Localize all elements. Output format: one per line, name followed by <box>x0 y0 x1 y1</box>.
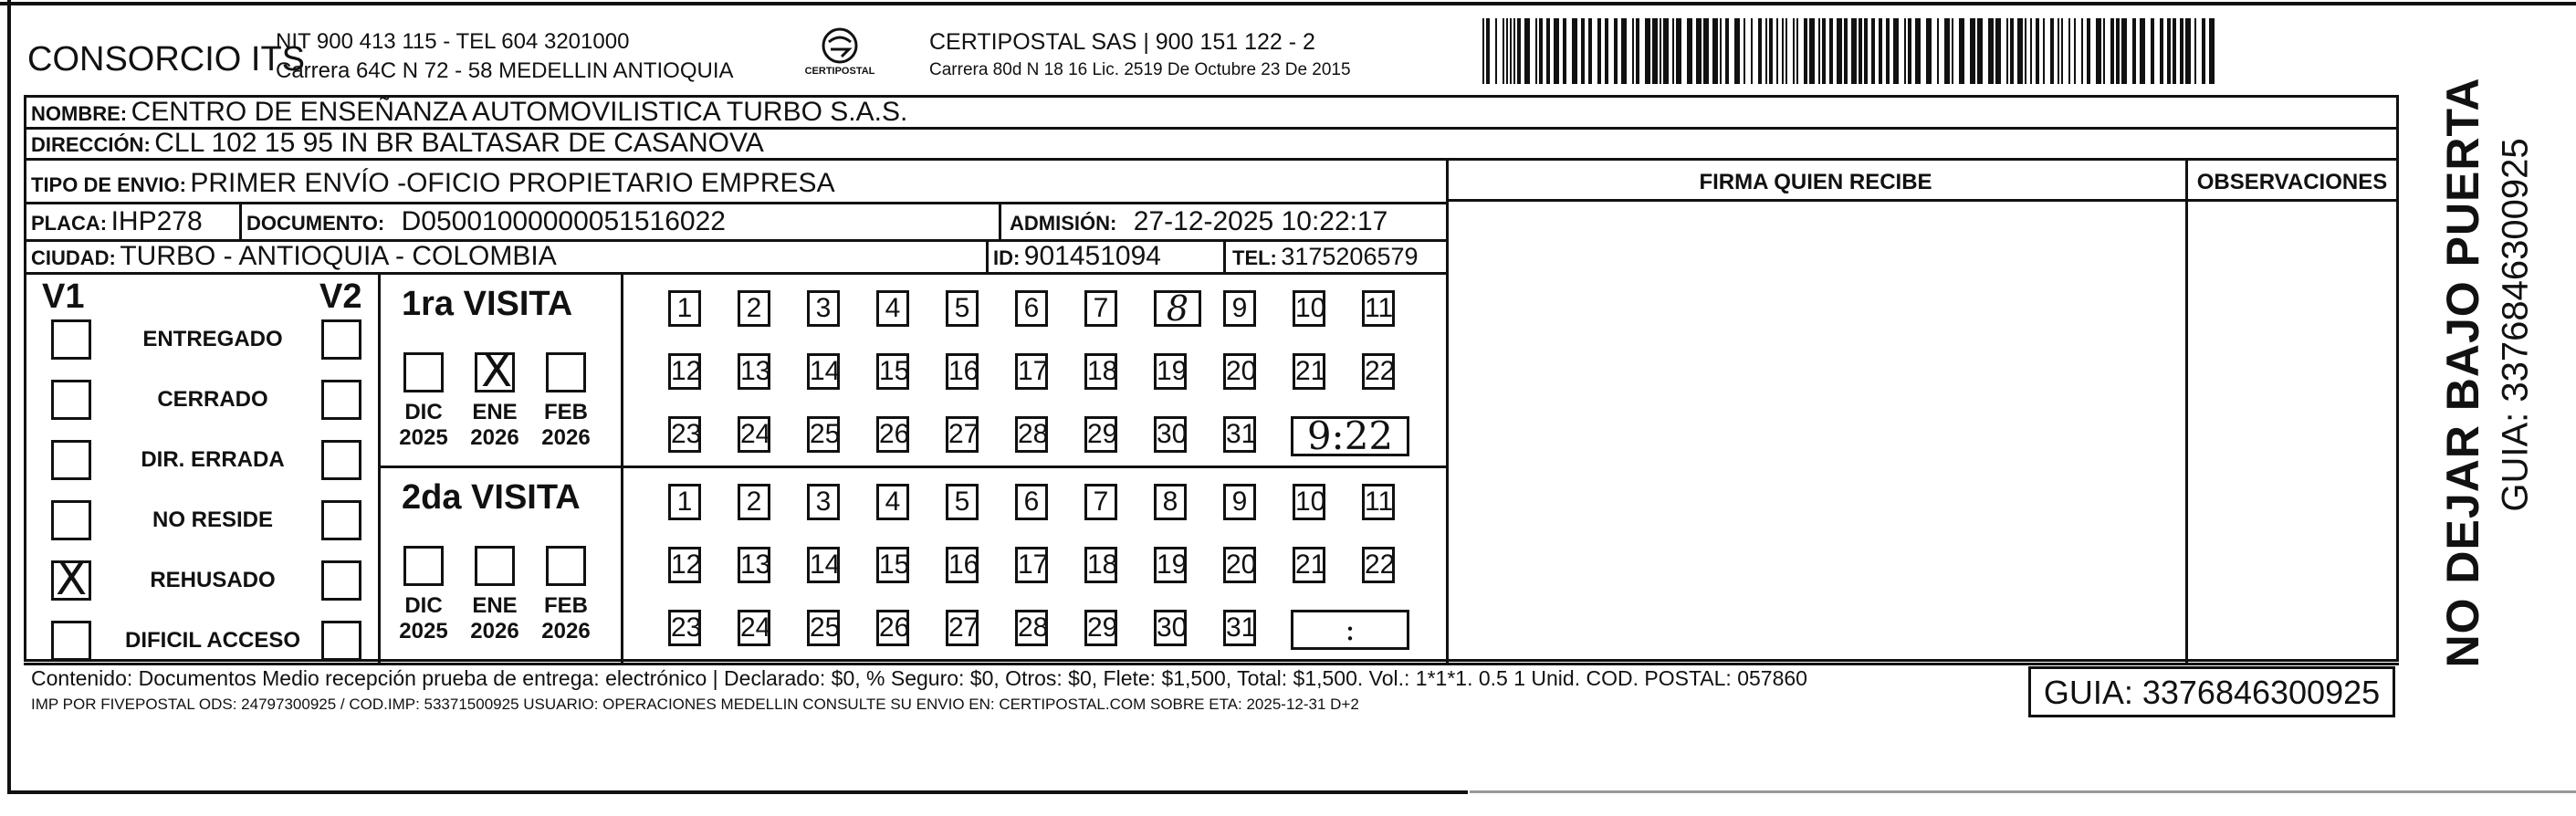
placa-label: PLACA: <box>31 212 108 235</box>
barcode-bar <box>1804 18 1807 84</box>
barcode-bar <box>1663 18 1669 84</box>
day-box[interactable]: 29 <box>1084 610 1117 646</box>
documento-row <box>246 206 726 237</box>
barcode-bar <box>1793 18 1795 84</box>
bottom-border-faint <box>1470 790 2576 793</box>
placa-value: IHP278 <box>110 206 203 236</box>
barcode-bar <box>2058 18 2059 84</box>
status-checkbox-v2[interactable] <box>321 380 361 420</box>
barcode-bar <box>2074 18 2076 84</box>
barcode-bar <box>1904 18 1906 84</box>
barcode-bar <box>1703 18 1709 84</box>
day-box[interactable]: 6 <box>1015 290 1048 327</box>
checkbox-mark: X <box>56 552 88 605</box>
tipo-row <box>31 168 835 199</box>
day-box[interactable]: 24 <box>738 416 770 453</box>
col-line <box>2185 161 2188 663</box>
barcode-bar <box>1510 18 1512 84</box>
row-line <box>24 202 1449 204</box>
day-box[interactable]: 16 <box>946 547 979 583</box>
day-box[interactable]: 15 <box>876 547 909 583</box>
day-box[interactable]: 22 <box>1362 547 1395 583</box>
barcode-bar <box>2087 18 2090 84</box>
day-box[interactable]: 5 <box>946 290 979 327</box>
imp-text: IMP POR FIVEPOSTAL ODS: 24797300925 / COD.IMP: 53371500925 USUARIO: OPERACIONES MEDELLIN CONSULTE SU ENVIO EN: CERTIPOSTAL.COM SOBRE ETA: 2025-12-31 D+2 <box>31 696 1359 713</box>
day-box[interactable]: 21 <box>1293 547 1325 583</box>
tipo-value: PRIMER ENVÍO -OFICIO PROPIETARIO EMPRESA <box>190 168 835 198</box>
certipostal-logo <box>803 26 876 89</box>
month-label <box>537 593 595 644</box>
nit-line: NIT 900 413 115 - TEL 604 3201000 <box>276 29 630 54</box>
tipo-label: TIPO DE ENVIO: <box>31 173 186 196</box>
day-box[interactable]: 19 <box>1154 547 1187 583</box>
day-box[interactable]: 8 <box>1154 484 1187 520</box>
day-box[interactable]: 18 <box>1084 353 1117 390</box>
barcode-bar <box>1769 18 1773 84</box>
day-box[interactable]: 14 <box>807 547 840 583</box>
barcode-bar <box>1988 18 1994 84</box>
barcode-bar <box>2185 18 2191 84</box>
barcode-bar <box>2132 18 2136 84</box>
barcode-bar <box>2110 18 2114 84</box>
day-box[interactable]: 12 <box>668 353 701 390</box>
barcode-bar <box>1765 18 1767 84</box>
side-guia: GUIA: 3376846300925 <box>2495 138 2536 512</box>
barcode-bar <box>1952 18 1953 84</box>
day-box[interactable]: 17 <box>1015 547 1048 583</box>
day-box[interactable]: 23 <box>668 416 701 453</box>
barcode-bar <box>2140 18 2145 84</box>
barcode <box>1482 18 2215 84</box>
barcode-bar <box>2194 18 2196 84</box>
month-label <box>394 593 453 644</box>
barcode-bar <box>2030 18 2032 84</box>
barcode-bar <box>1782 18 1784 84</box>
barcode-bar <box>1926 18 1932 84</box>
status-label: CERRADO <box>157 387 268 412</box>
barcode-bar <box>1672 18 1674 84</box>
barcode-bar <box>2068 18 2070 84</box>
firma-header: FIRMA QUIEN RECIBE <box>1699 170 1932 194</box>
row-line <box>1449 199 2399 202</box>
barcode-bar <box>1844 18 1848 84</box>
month-name: ENE <box>472 593 518 618</box>
month-name: FEB <box>544 593 588 618</box>
barcode-bar <box>1506 18 1508 84</box>
barcode-bar <box>1751 18 1753 84</box>
day-box[interactable]: 28 <box>1015 610 1048 646</box>
row-line <box>24 272 1449 275</box>
barcode-bar <box>2010 18 2014 84</box>
barcode-bar <box>1546 18 1550 84</box>
nombre-value: CENTRO DE ENSEÑANZA AUTOMOVILISTICA TURBO S.A.S. <box>131 97 908 127</box>
day-box[interactable]: 13 <box>738 547 770 583</box>
status-label: REHUSADO <box>150 568 276 592</box>
bottom-border <box>7 790 1468 794</box>
day-box[interactable]: 29 <box>1084 416 1117 453</box>
barcode-bar <box>1535 18 1537 84</box>
barcode-bar <box>1851 18 1857 84</box>
month-year: 2026 <box>541 619 591 643</box>
direccion-row <box>31 128 764 159</box>
barcode-bar <box>1581 18 1585 84</box>
admision-row <box>1010 206 1387 237</box>
day-box[interactable]: 30 <box>1154 416 1187 453</box>
barcode-bar <box>1744 18 1745 84</box>
barcode-bar <box>2160 18 2163 84</box>
visit-title: 2da VISITA <box>402 478 581 517</box>
barcode-bar <box>1734 18 1740 84</box>
barcode-bar <box>2180 18 2183 84</box>
col-line <box>999 202 1001 239</box>
status-checkbox-v2[interactable] <box>321 440 361 480</box>
day-box[interactable]: 6 <box>1015 484 1048 520</box>
barcode-bar <box>1632 18 1634 84</box>
status-label: DIR. ERRADA <box>141 447 285 472</box>
barcode-bar <box>1539 18 1543 84</box>
day-box[interactable]: 22 <box>1362 353 1395 390</box>
barcode-bar <box>1758 18 1762 84</box>
day-box[interactable]: 18 <box>1084 547 1117 583</box>
barcode-bar <box>1588 18 1592 84</box>
day-box[interactable]: 4 <box>876 484 909 520</box>
barcode-bar <box>2017 18 2023 84</box>
v1-header: V1 <box>42 277 85 316</box>
day-box[interactable]: 31 <box>1223 610 1256 646</box>
id-value: 901451094 <box>1023 241 1161 271</box>
barcode-bar <box>1725 18 1729 84</box>
barcode-bar <box>2096 18 2101 84</box>
checkbox-mark: X <box>481 344 513 397</box>
visit-divider <box>378 466 1446 468</box>
month-checkbox[interactable] <box>403 352 444 392</box>
status-label: DIFICIL ACCESO <box>124 628 300 653</box>
day-box[interactable]: 14 <box>807 353 840 390</box>
tel-value: 3175206579 <box>1281 243 1419 270</box>
status-label: NO RESIDE <box>152 507 274 532</box>
col-line <box>1223 239 1226 272</box>
day-box[interactable]: 31 <box>1223 416 1256 453</box>
day-box[interactable]: 2 <box>738 484 770 520</box>
day-box[interactable]: 17 <box>1015 353 1048 390</box>
placa-row <box>31 206 203 237</box>
barcode-bar <box>1818 18 1820 84</box>
admision-value: 27-12-2025 10:22:17 <box>1133 206 1388 236</box>
barcode-bar <box>2006 18 2008 84</box>
barcode-bar <box>1712 18 1718 84</box>
status-checkbox-v1[interactable] <box>51 552 91 605</box>
guia-footer: GUIA: 3376846300925 <box>2043 674 2381 711</box>
logo-text: CERTIPOSTAL <box>804 66 875 77</box>
barcode-bar <box>2173 18 2176 84</box>
day-box[interactable]: 13 <box>738 353 770 390</box>
status-checkbox-v2[interactable] <box>321 319 361 360</box>
company-name: CONSORCIO ITS <box>27 40 306 78</box>
documento-label: DOCUMENTO: <box>246 212 385 235</box>
barcode-bar <box>1959 18 1964 84</box>
barcode-bar <box>1944 18 1950 84</box>
status-checkbox-v1[interactable] <box>51 500 91 540</box>
barcode-bar <box>1829 18 1833 84</box>
status-checkbox-v1[interactable] <box>51 319 91 360</box>
day-box[interactable]: 26 <box>876 416 909 453</box>
month-year: 2026 <box>541 425 591 450</box>
month-label <box>537 400 595 451</box>
barcode-bar <box>1503 18 1504 84</box>
barcode-bar <box>1837 18 1842 84</box>
day-box[interactable]: 1 <box>668 290 701 327</box>
month-year: 2026 <box>470 619 519 643</box>
month-checkbox[interactable] <box>475 546 515 586</box>
day-box[interactable]: 1 <box>668 484 701 520</box>
barcode-bar <box>2036 18 2039 84</box>
day-box[interactable]: 27 <box>946 610 979 646</box>
barcode-bar <box>2121 18 2127 84</box>
day-box[interactable]: 10 <box>1293 290 1325 327</box>
barcode-bar <box>1597 18 1601 84</box>
barcode-bar <box>1871 18 1875 84</box>
barcode-bar <box>1937 18 1939 84</box>
barcode-bar <box>1785 18 1787 84</box>
no-dejar-warning: NO DEJAR BAJO PUERTA <box>2437 77 2488 668</box>
direccion-label: DIRECCIÓN: <box>31 133 151 156</box>
barcode-bar <box>1614 18 1618 84</box>
day-box[interactable]: 10 <box>1293 484 1325 520</box>
barcode-bar <box>1995 18 2001 84</box>
barcode-bar <box>1696 18 1702 84</box>
day-box[interactable]: 8 <box>1154 290 1201 327</box>
day-box[interactable]: 19 <box>1154 353 1187 390</box>
barcode-bar <box>2202 18 2205 84</box>
col-line <box>239 202 242 239</box>
barcode-bar <box>1809 18 1815 84</box>
time-box[interactable]: : <box>1291 610 1409 650</box>
month-checkbox[interactable] <box>546 352 586 392</box>
day-box[interactable]: 24 <box>738 610 770 646</box>
direccion-value: CLL 102 15 95 IN BR BALTASAR DE CASANOVA <box>154 128 764 158</box>
day-box[interactable]: 16 <box>946 353 979 390</box>
barcode-bar <box>1977 18 1983 84</box>
day-box[interactable]: 3 <box>807 290 840 327</box>
barcode-bar <box>1513 18 1515 84</box>
status-checkbox-v2[interactable] <box>321 621 361 661</box>
id-label: ID: <box>993 246 1021 269</box>
status-checkbox-v1[interactable] <box>51 621 91 661</box>
barcode-bar <box>2103 18 2105 84</box>
barcode-bar <box>1908 18 1911 84</box>
barcode-bar <box>1621 18 1627 84</box>
barcode-bar <box>1652 18 1658 84</box>
barcode-bar <box>1572 18 1577 84</box>
day-box[interactable]: 2 <box>738 290 770 327</box>
barcode-bar <box>1886 18 1890 84</box>
documento-value: D05001000000051516022 <box>401 206 726 236</box>
day-box[interactable]: 11 <box>1362 290 1395 327</box>
month-label <box>394 400 453 451</box>
barcode-bar <box>1915 18 1921 84</box>
month-name: ENE <box>472 400 518 424</box>
day-box[interactable]: 27 <box>946 416 979 453</box>
barcode-bar <box>1645 18 1650 84</box>
status-checkbox-v1[interactable] <box>51 380 91 420</box>
admision-label: ADMISIÓN: <box>1010 212 1117 235</box>
month-checkbox[interactable] <box>403 546 444 586</box>
visit-title: 1ra VISITA <box>402 285 573 323</box>
barcode-bar <box>1605 18 1608 84</box>
status-checkbox-v1[interactable] <box>51 440 91 480</box>
status-checkbox-v2[interactable] <box>321 560 361 601</box>
nombre-label: NOMBRE: <box>31 102 128 125</box>
barcode-bar <box>1486 18 1490 84</box>
month-year: 2025 <box>399 619 448 643</box>
barcode-bar <box>1524 18 1530 84</box>
barcode-bar <box>1859 18 1862 84</box>
day-box[interactable]: 5 <box>946 484 979 520</box>
barcode-bar <box>1554 18 1559 84</box>
tel-row <box>1232 243 1419 271</box>
day-box[interactable]: 25 <box>807 416 840 453</box>
col-line <box>1446 161 1449 663</box>
barcode-bar <box>1517 18 1521 84</box>
barcode-bar <box>1879 18 1882 84</box>
barcode-bar <box>2081 18 2083 84</box>
month-year: 2025 <box>399 425 448 450</box>
day-box[interactable]: 28 <box>1015 416 1048 453</box>
barcode-bar <box>1676 18 1681 84</box>
time-box[interactable]: 9:22 <box>1291 416 1409 456</box>
month-label <box>466 593 524 644</box>
barcode-bar <box>1776 18 1778 84</box>
month-checkbox[interactable] <box>546 546 586 586</box>
nombre-row <box>31 97 907 128</box>
day-box[interactable]: 7 <box>1084 290 1117 327</box>
carrier-address: Carrera 80d N 18 16 Lic. 2519 De Octubre 23 De 2015 <box>929 60 1351 79</box>
barcode-bar <box>2151 18 2154 84</box>
month-checkbox[interactable] <box>475 344 515 397</box>
barcode-bar <box>2167 18 2171 84</box>
barcode-bar <box>1660 18 1661 84</box>
barcode-bar <box>2043 18 2045 84</box>
month-name: DIC <box>404 400 443 424</box>
tel-label: TEL: <box>1232 246 1277 269</box>
month-name: FEB <box>544 400 588 424</box>
barcode-bar <box>1495 18 1497 84</box>
barcode-bar <box>1687 18 1692 84</box>
ciudad-label: CIUDAD: <box>31 246 116 269</box>
barcode-bar <box>1864 18 1868 84</box>
id-row <box>993 241 1161 272</box>
barcode-bar <box>1482 18 1484 84</box>
month-name: DIC <box>404 593 443 618</box>
barcode-bar <box>1970 18 1975 84</box>
day-box[interactable]: 23 <box>668 610 701 646</box>
logo-icon <box>803 26 876 89</box>
top-border <box>0 2 2576 5</box>
left-border <box>7 0 11 794</box>
day-box[interactable]: 9 <box>1223 484 1256 520</box>
day-box[interactable]: 11 <box>1362 484 1395 520</box>
day-box[interactable]: 20 <box>1223 353 1256 390</box>
barcode-bar <box>1822 18 1826 84</box>
day-box[interactable]: 21 <box>1293 353 1325 390</box>
day-box[interactable]: 4 <box>876 290 909 327</box>
day-box[interactable]: 12 <box>668 547 701 583</box>
col-line <box>986 239 989 272</box>
barcode-bar <box>1796 18 1798 84</box>
month-label <box>466 400 524 451</box>
day-box[interactable]: 15 <box>876 353 909 390</box>
day-box[interactable]: 9 <box>1223 290 1256 327</box>
barcode-bar <box>1893 18 1899 84</box>
carrier-line: CERTIPOSTAL SAS | 900 151 122 - 2 <box>929 29 1315 55</box>
barcode-bar <box>2116 18 2120 84</box>
barcode-bar <box>2209 18 2215 84</box>
ciudad-value: TURBO - ANTIOQUIA - COLOMBIA <box>120 241 557 271</box>
barcode-bar <box>2061 18 2063 84</box>
observaciones-header: OBSERVACIONES <box>2196 170 2388 194</box>
ciudad-row <box>31 241 557 272</box>
status-checkbox-v2[interactable] <box>321 500 361 540</box>
month-year: 2026 <box>470 425 519 450</box>
footer-line <box>24 663 2399 665</box>
barcode-bar <box>2025 18 2026 84</box>
status-label: ENTREGADO <box>142 327 283 351</box>
day-box[interactable]: 25 <box>807 610 840 646</box>
barcode-bar <box>1636 18 1639 84</box>
day-box[interactable]: 30 <box>1154 610 1187 646</box>
address-line: Carrera 64C N 72 - 58 MEDELLIN ANTIOQUIA <box>276 58 734 83</box>
day-box[interactable]: 7 <box>1084 484 1117 520</box>
contenido-text: Contenido: Documentos Medio recepción prueba de entrega: electrónico | Declarado: $0, % Seguro: $0, Otros: $0, Flete: $1,500, Total: $1,500. Vol.: 1*1*1. 0.5 1 Unid. COD. POSTAL: 057860 <box>31 666 1807 690</box>
barcode-bar <box>1563 18 1566 84</box>
day-box[interactable]: 3 <box>807 484 840 520</box>
barcode-bar <box>2050 18 2054 84</box>
day-box[interactable]: 20 <box>1223 547 1256 583</box>
barcode-bar <box>1720 18 1722 84</box>
day-box[interactable]: 26 <box>876 610 909 646</box>
v2-header: V2 <box>319 277 362 316</box>
